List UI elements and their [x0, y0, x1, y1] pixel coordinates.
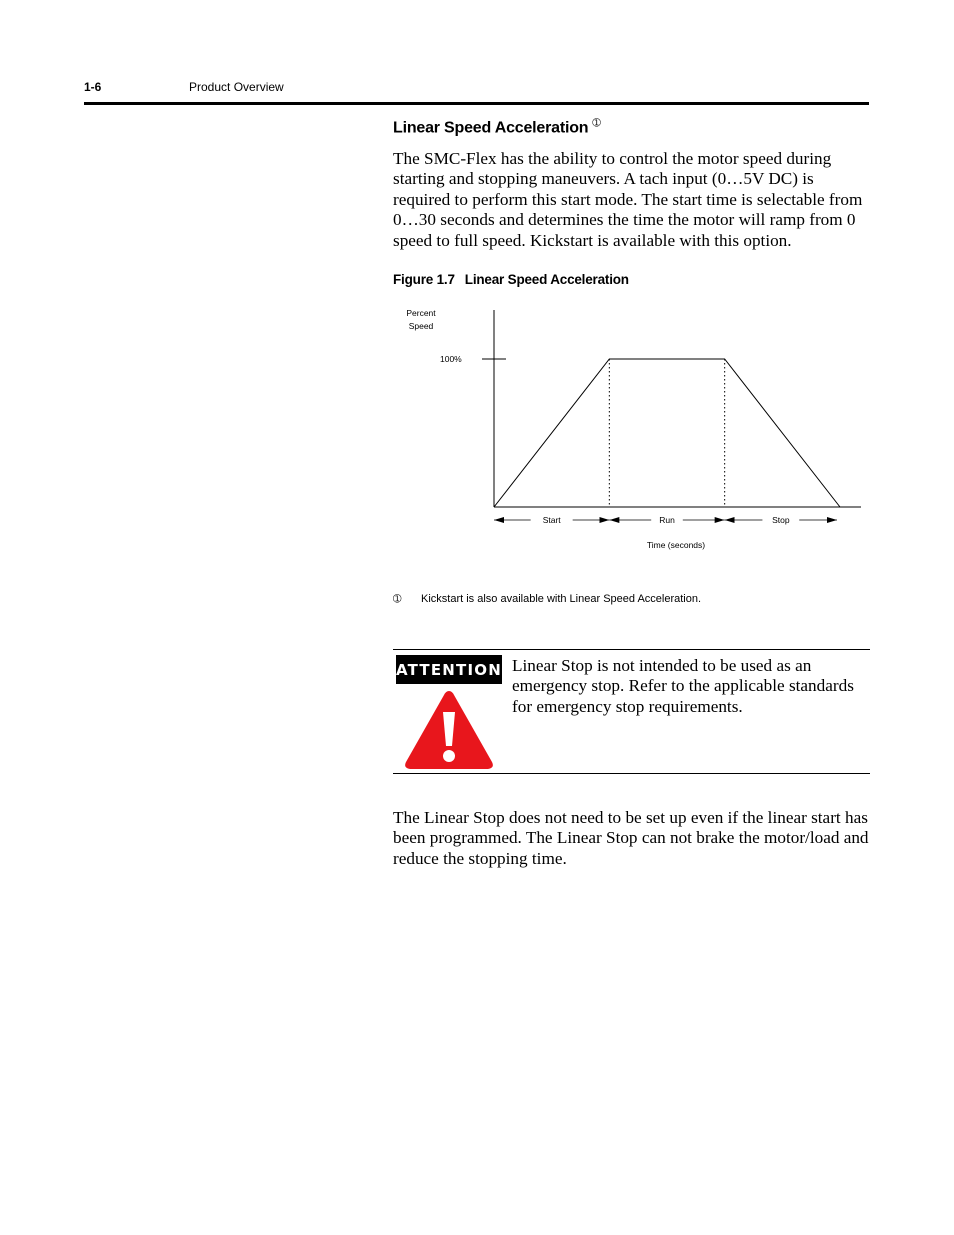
y-axis-label-line2: Speed	[408, 321, 434, 331]
intro-paragraph: The SMC-Flex has the ability to control the motor speed during starting and stopping maneuvers. A tach input (0…5V DC) is required to perform this start mode. The start time is selectable from 0…30 seconds and determines the time the motor will ramp from 0 speed to full speed. Kickstart is available with this option.	[393, 149, 863, 250]
attention-bottom-rule	[393, 773, 870, 774]
section-title-footnote-marker: ➀	[592, 118, 601, 129]
footnote-marker: ➀	[393, 594, 402, 605]
speed-profile-line	[494, 359, 840, 507]
attention-top-rule	[393, 649, 870, 650]
attention-text: Linear Stop is not intended to be used as an emergency stop. Refer to the applicable standards for emergency stop requirements.	[512, 656, 854, 716]
figure-number: Figure 1.7	[393, 272, 455, 287]
closing-paragraph: The Linear Stop does not need to be set up even if the linear start has been programmed. The Linear Stop can not brake the motor/load and reduce the stopping time.	[393, 808, 869, 868]
x-axis-label: Time (seconds)	[646, 540, 706, 550]
section-title-text: Linear Speed Acceleration	[393, 119, 589, 137]
page-number: 1-6	[84, 80, 102, 94]
running-head: Product Overview	[189, 80, 284, 94]
y-tick-label-100: 100%	[440, 354, 462, 364]
footnote-text: Kickstart is also available with Linear Speed Acceleration.	[421, 593, 702, 605]
figure-title: Linear Speed Acceleration	[464, 272, 629, 287]
phase-label-stop: Stop	[772, 515, 790, 525]
phase-label-start: Start	[542, 515, 561, 525]
section-title	[393, 118, 601, 137]
y-axis-label-line1: Percent	[406, 308, 436, 318]
speed-profile-chart	[393, 300, 869, 560]
figure-caption	[393, 272, 629, 287]
warning-triangle-icon	[403, 688, 495, 771]
attention-badge: ATTENTION	[396, 655, 502, 684]
phase-label-run: Run	[659, 515, 675, 525]
header-rule	[84, 102, 869, 105]
